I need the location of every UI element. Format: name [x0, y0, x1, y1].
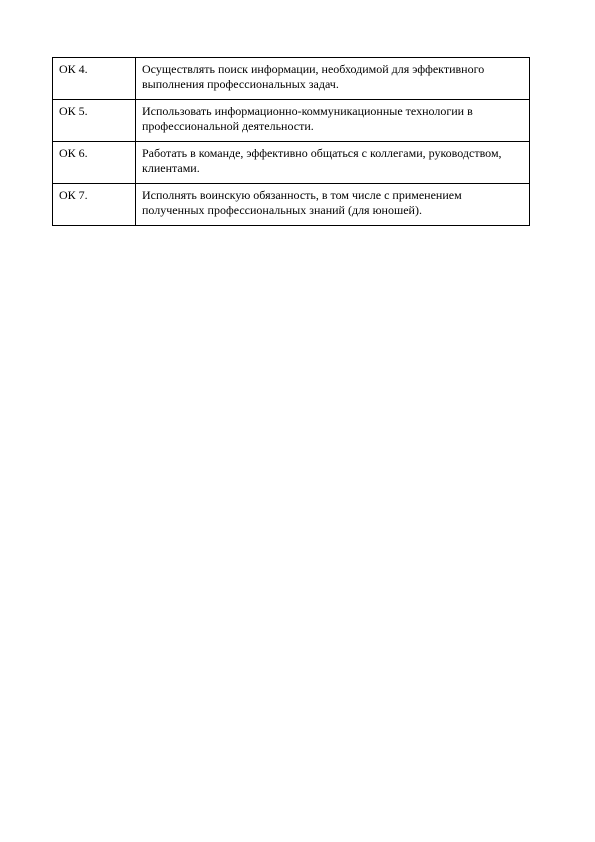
- competency-description: Исполнять воинскую обязанность, в том числе с применением полученных профессиональных знаний (для юношей).: [136, 184, 530, 226]
- table-row: [53, 142, 530, 184]
- table-row: [53, 58, 530, 100]
- table-row: [53, 100, 530, 142]
- competency-description: Использовать информационно-коммуникационные технологии в профессиональной деятельности.: [136, 100, 530, 142]
- competency-code: ОК 7.: [53, 184, 136, 226]
- competencies-table: [52, 57, 530, 226]
- competency-code: ОК 6.: [53, 142, 136, 184]
- competency-description: Работать в команде, эффективно общаться с коллегами, руководством, клиентами.: [136, 142, 530, 184]
- competency-code: ОК 4.: [53, 58, 136, 100]
- competency-description: Осуществлять поиск информации, необходимой для эффективного выполнения профессиональных задач.: [136, 58, 530, 100]
- table-row: [53, 184, 530, 226]
- competency-code: ОК 5.: [53, 100, 136, 142]
